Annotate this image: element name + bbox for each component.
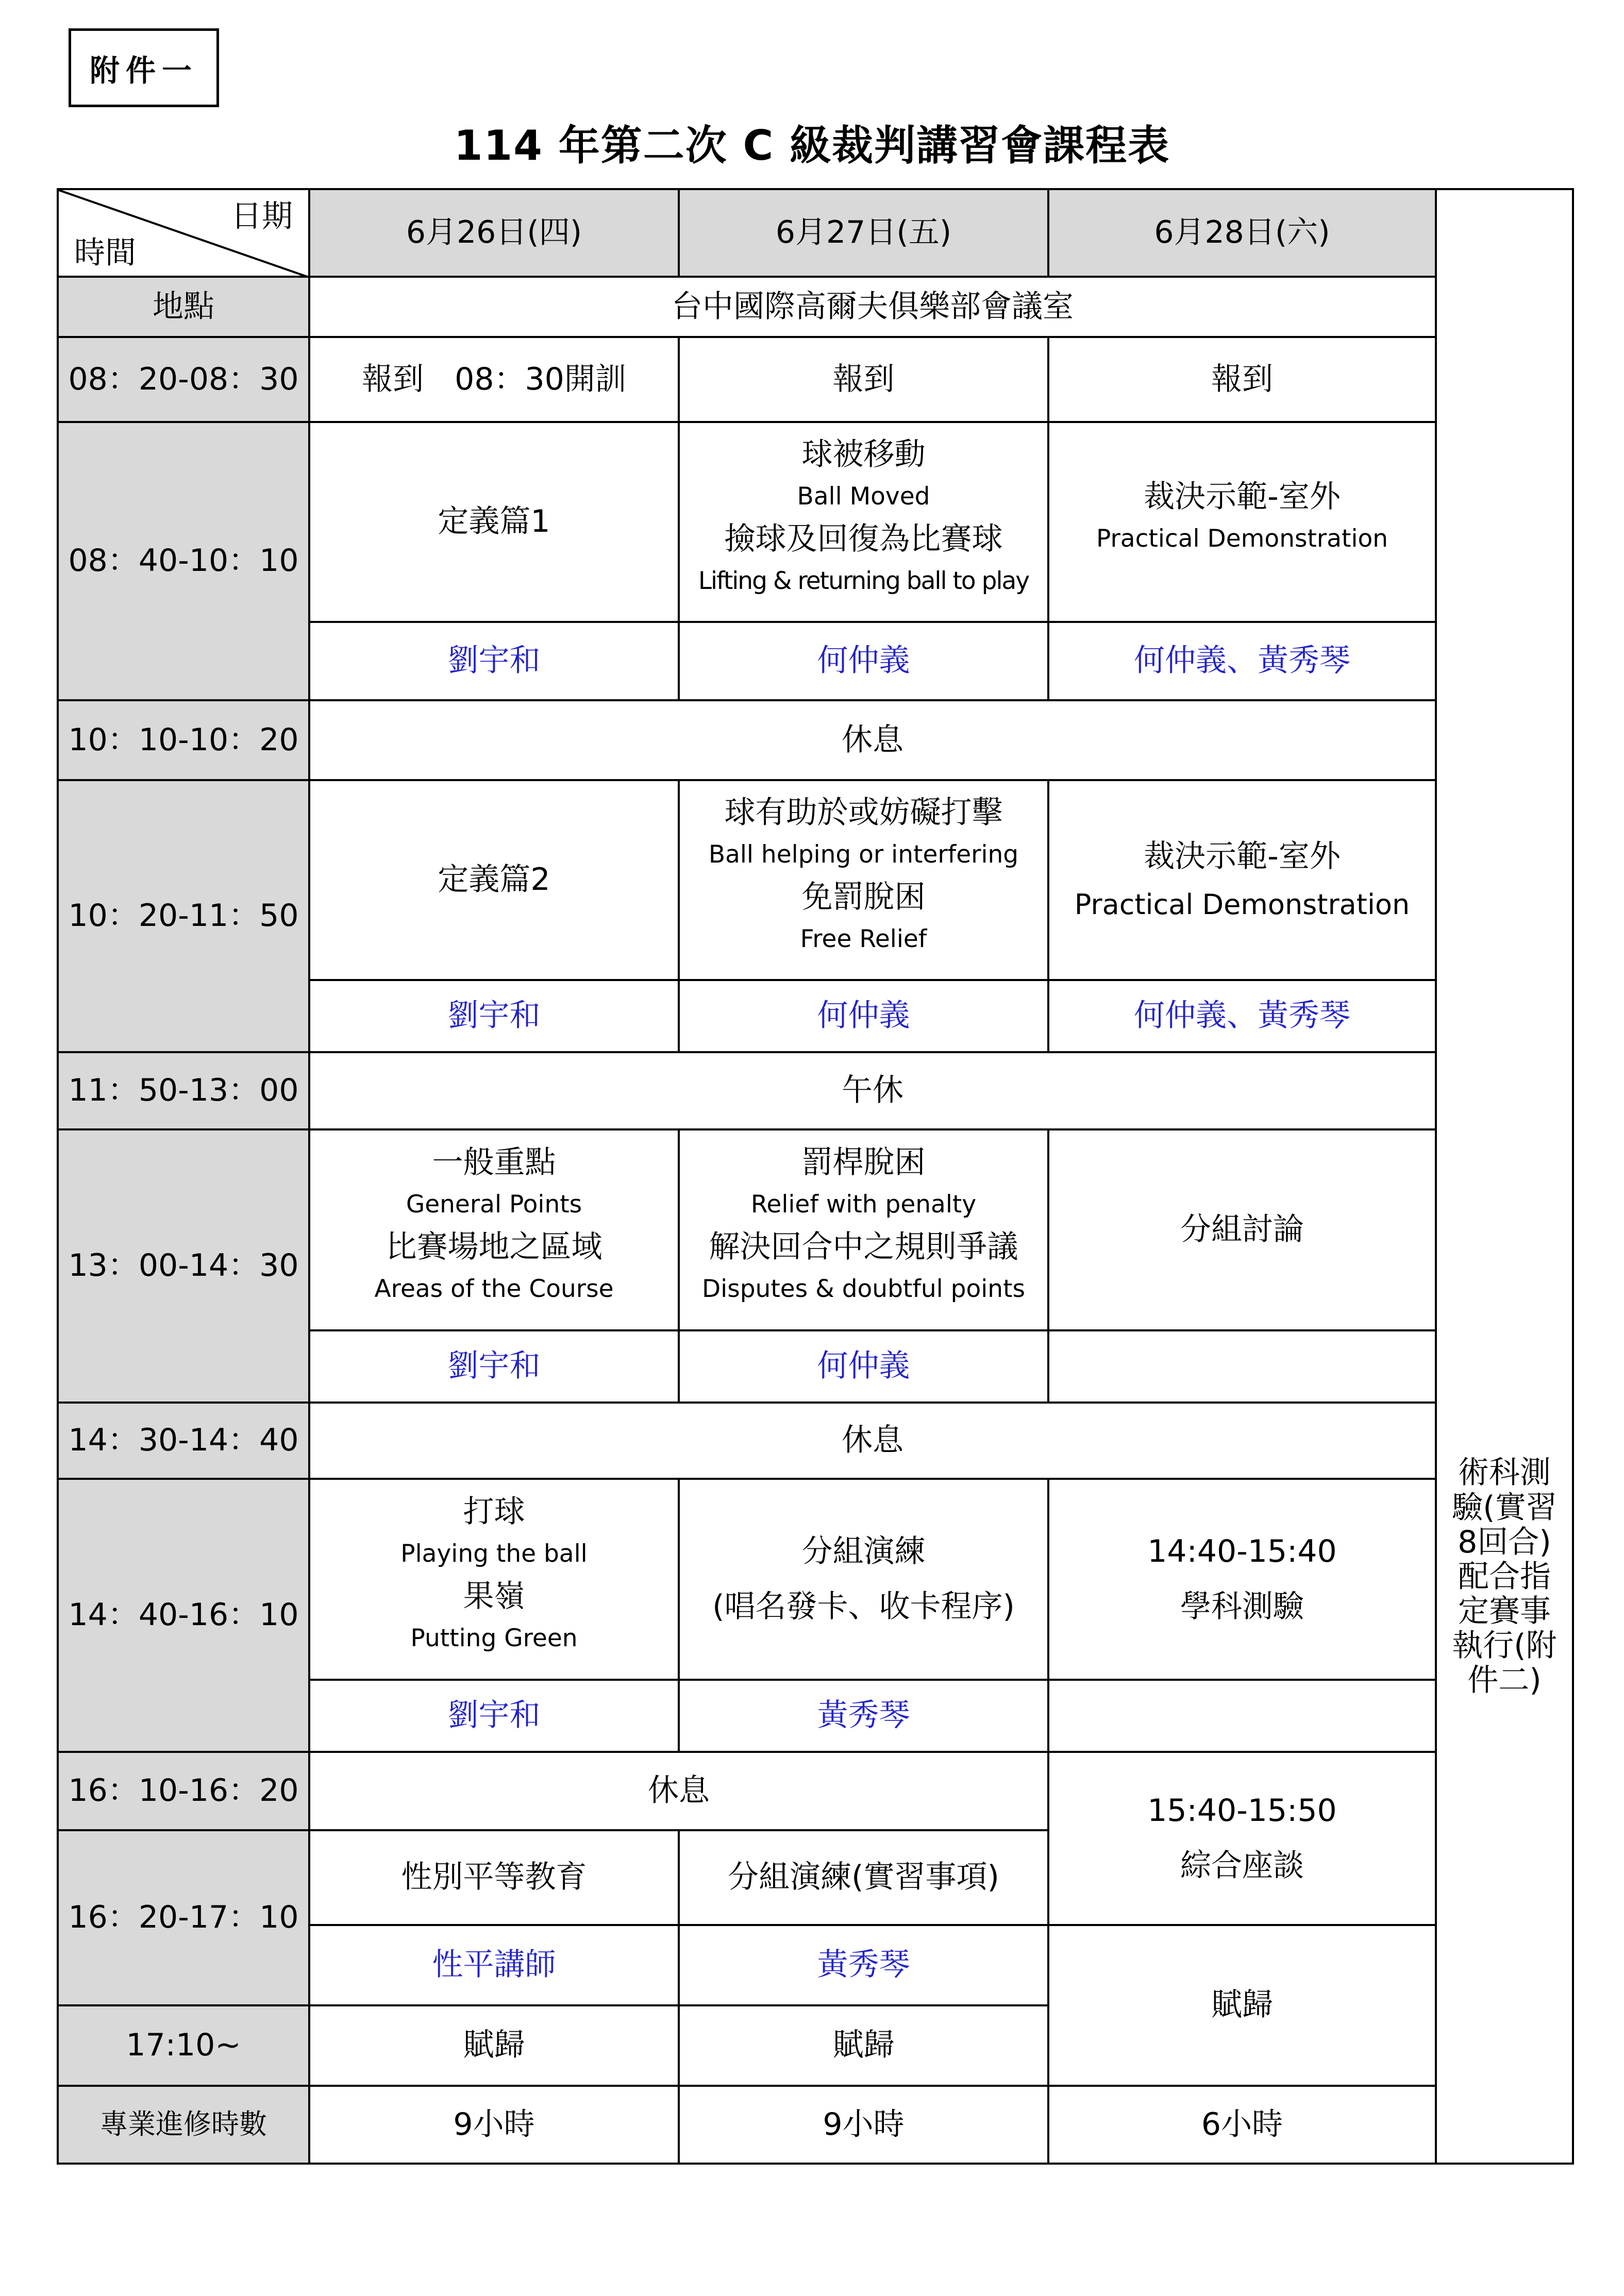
time-slot: 10：10-10：20 bbox=[58, 700, 309, 780]
empty-cell bbox=[1048, 1330, 1436, 1403]
session-cell: 報到 bbox=[679, 337, 1048, 422]
topic-zh: 分組演練 bbox=[801, 1533, 926, 1569]
session-cell: 賦歸 bbox=[1048, 1925, 1436, 2086]
session-cell bbox=[1048, 780, 1436, 980]
page-title: 114 年第二次 C 級裁判講習會課程表 bbox=[454, 122, 1170, 170]
break-label: 休息 bbox=[309, 700, 1436, 780]
side-note bbox=[1436, 189, 1573, 2164]
time-slot: 11：50-13：00 bbox=[58, 1052, 309, 1129]
session-cell: 定義篇1 bbox=[309, 422, 679, 622]
side-note-line: 術科測 bbox=[1458, 1455, 1551, 1491]
session-cell bbox=[679, 1479, 1048, 1680]
venue-label: 地點 bbox=[58, 277, 309, 337]
topic-en: General Points bbox=[406, 1190, 582, 1219]
session-cell: 分組討論 bbox=[1048, 1129, 1436, 1330]
session-cell: 定義篇2 bbox=[309, 780, 679, 980]
topic-zh: 裁決示範-室外 bbox=[1144, 838, 1341, 875]
venue-row bbox=[58, 277, 1573, 337]
session-cell: 賦歸 bbox=[309, 2005, 679, 2086]
time-slot: 08：20-08：30 bbox=[58, 337, 309, 422]
instructor-name: 黃秀琴 bbox=[679, 1680, 1048, 1752]
topic-zh: 撿球及回復為比賽球 bbox=[724, 521, 1003, 557]
instructor-name: 性平講師 bbox=[309, 1925, 679, 2005]
session-cell bbox=[679, 780, 1048, 980]
topic-zh: 打球 bbox=[463, 1494, 525, 1530]
topic-zh: 裁決示範-室外 bbox=[1144, 479, 1341, 515]
topic-zh: 果嶺 bbox=[463, 1578, 525, 1614]
instructor-name: 何仲義、黃秀琴 bbox=[1048, 622, 1436, 700]
topic-en: Relief with penalty bbox=[750, 1190, 977, 1219]
attachment-badge: 附件一 bbox=[69, 28, 219, 107]
topic-zh: 解決回合中之規則爭議 bbox=[709, 1229, 1018, 1265]
hours-value: 9小時 bbox=[679, 2086, 1048, 2164]
header-row bbox=[58, 189, 1573, 277]
schedule-row bbox=[58, 1479, 1573, 1680]
topic-zh: 比賽場地之區域 bbox=[386, 1229, 602, 1265]
break-label: 休息 bbox=[309, 1403, 1436, 1479]
session-cell bbox=[1048, 1752, 1436, 1925]
time-slot: 13：00-14：30 bbox=[58, 1129, 309, 1403]
session-cell bbox=[309, 1129, 679, 1330]
side-note-line: 驗(實習 bbox=[1452, 1489, 1557, 1526]
side-note-line: 定賽事 bbox=[1458, 1593, 1551, 1630]
topic-en: Practical Demonstration bbox=[1074, 888, 1410, 921]
time-slot: 16：20-17：10 bbox=[58, 1830, 309, 2005]
instructor-name: 劉宇和 bbox=[309, 1680, 679, 1752]
time-slot: 14：30-14：40 bbox=[58, 1403, 309, 1479]
side-note-line: 執行(附 bbox=[1452, 1628, 1557, 1664]
time-slot: 08：40-10：10 bbox=[58, 422, 309, 700]
instructor-name: 劉宇和 bbox=[309, 1330, 679, 1403]
topic-en: Free Relief bbox=[800, 925, 927, 954]
time-slot: 16：10-16：20 bbox=[58, 1752, 309, 1830]
break-row bbox=[58, 1403, 1573, 1479]
date-header: 6月27日(五) bbox=[679, 189, 1048, 277]
instructor-name: 何仲義 bbox=[679, 980, 1048, 1052]
session-cell bbox=[309, 1479, 679, 1680]
session-cell bbox=[1048, 1479, 1436, 1680]
hours-value: 6小時 bbox=[1048, 2086, 1436, 2164]
panel-time: 15:40-15:50 bbox=[1147, 1792, 1337, 1829]
session-cell: 報到 08：30開訓 bbox=[309, 337, 679, 422]
break-row bbox=[58, 700, 1573, 780]
session-cell: 報到 bbox=[1048, 337, 1436, 422]
exam-time: 14:40-15:40 bbox=[1147, 1533, 1337, 1569]
hours-value: 9小時 bbox=[309, 2086, 679, 2164]
empty-cell bbox=[1048, 1680, 1436, 1752]
topic-zh: 球被移動 bbox=[801, 436, 926, 473]
topic-zh: 球有助於或妨礙打擊 bbox=[724, 795, 1003, 831]
topic-en: Areas of the Course bbox=[374, 1275, 614, 1304]
topic-en: Disputes & doubtful points bbox=[701, 1275, 1026, 1304]
time-slot: 14：40-16：10 bbox=[58, 1479, 309, 1752]
side-note-line: 8回合) bbox=[1458, 1524, 1551, 1560]
schedule-row bbox=[58, 1129, 1573, 1330]
topic-zh: 一般重點 bbox=[432, 1144, 556, 1181]
break-row bbox=[58, 1052, 1573, 1129]
session-cell bbox=[679, 1129, 1048, 1330]
instructor-name: 黃秀琴 bbox=[679, 1925, 1048, 2005]
corner-date-label: 日期 bbox=[231, 198, 293, 234]
topic-zh: 免罰脫困 bbox=[801, 879, 926, 915]
corner-cell bbox=[58, 189, 309, 277]
break-label: 休息 bbox=[309, 1752, 1048, 1830]
venue-value: 台中國際高爾夫俱樂部會議室 bbox=[309, 277, 1436, 337]
topic-en: Lifting & returning ball to play bbox=[698, 567, 1029, 596]
exam-label: 學科測驗 bbox=[1180, 1589, 1304, 1625]
instructor-name: 何仲義 bbox=[679, 1330, 1048, 1403]
topic-en: Putting Green bbox=[410, 1624, 578, 1653]
topic-en: Ball helping or interfering bbox=[708, 840, 1019, 869]
topic-en: Playing the ball bbox=[400, 1540, 588, 1568]
break-label: 午休 bbox=[309, 1052, 1436, 1129]
time-slot: 17:10~ bbox=[58, 2005, 309, 2086]
schedule-row bbox=[58, 337, 1573, 422]
topic-zh: 罰桿脫困 bbox=[801, 1144, 926, 1181]
session-cell bbox=[1048, 422, 1436, 622]
time-slot: 10：20-11：50 bbox=[58, 780, 309, 1052]
session-cell: 分組演練(實習事項) bbox=[679, 1830, 1048, 1925]
instructor-name: 何仲義、黃秀琴 bbox=[1048, 980, 1436, 1052]
hours-row bbox=[58, 2086, 1573, 2164]
topic-zh: (唱名發卡、收卡程序) bbox=[712, 1589, 1015, 1625]
instructor-name: 劉宇和 bbox=[309, 622, 679, 700]
topic-en: Practical Demonstration bbox=[1096, 525, 1388, 553]
corner-time-label: 時間 bbox=[74, 234, 136, 271]
session-cell: 性別平等教育 bbox=[309, 1830, 679, 1925]
date-header: 6月28日(六) bbox=[1048, 189, 1436, 277]
hours-label: 專業進修時數 bbox=[58, 2086, 309, 2164]
session-cell: 賦歸 bbox=[679, 2005, 1048, 2086]
panel-label: 綜合座談 bbox=[1180, 1848, 1304, 1884]
schedule-row bbox=[58, 422, 1573, 622]
schedule-row bbox=[58, 780, 1573, 980]
session-cell bbox=[679, 422, 1048, 622]
instructor-name: 劉宇和 bbox=[309, 980, 679, 1052]
side-note-line: 件二) bbox=[1467, 1662, 1542, 1699]
instructor-name: 何仲義 bbox=[679, 622, 1048, 700]
schedule-table bbox=[57, 188, 1574, 2165]
date-header: 6月26日(四) bbox=[309, 189, 679, 277]
break-row bbox=[58, 1752, 1573, 1830]
side-note-line: 配合指 bbox=[1458, 1558, 1551, 1595]
topic-en: Ball Moved bbox=[797, 482, 930, 511]
